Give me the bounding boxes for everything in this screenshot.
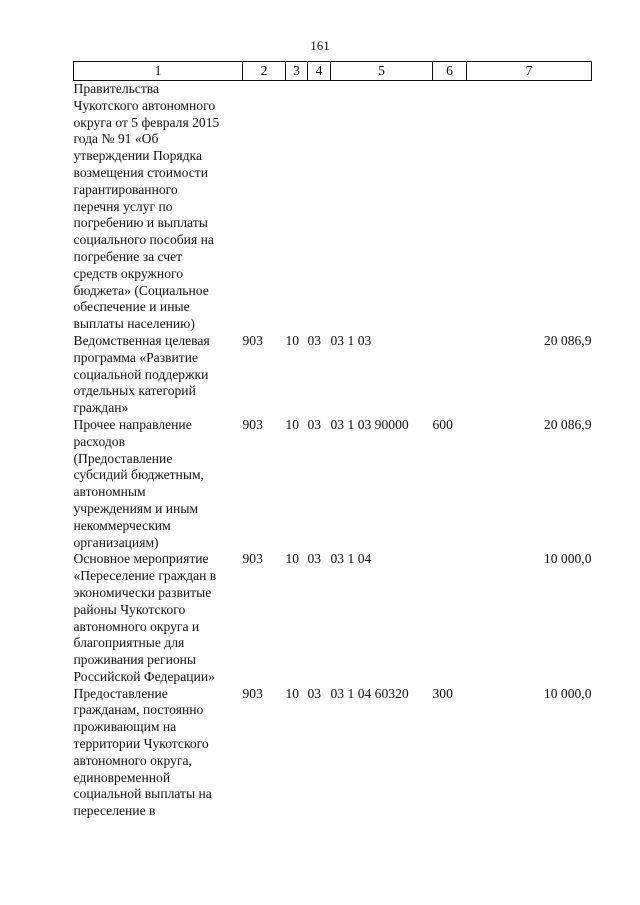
- row-vr: [433, 333, 467, 417]
- header-col-4: 4: [308, 62, 331, 81]
- table-row: [74, 81, 592, 333]
- row-csr: 03 1 04: [330, 551, 372, 567]
- row-grbs: 903: [242, 551, 263, 567]
- row-rz: 10: [285, 551, 300, 567]
- row-grbs: 903: [242, 685, 263, 701]
- header-col-6: 6: [433, 62, 467, 81]
- row-rz: 10: [285, 416, 300, 432]
- row-grbs: 903: [242, 332, 263, 348]
- row-name: Основное мероприятие «Переселение граждан в экономически развитые районы Чукотского автономного округа и благоприятные для проживания регионы Российской Федерации»: [73, 551, 217, 684]
- row-grbs: 903: [242, 416, 263, 432]
- row-sum: 20 086,9: [543, 332, 592, 348]
- row-sum: 20 086,9: [543, 416, 592, 432]
- row-vr: [433, 551, 467, 685]
- row-rz: 10: [285, 685, 300, 701]
- row-name: Ведомственная целевая программа «Развитие социальной поддержки отдельных категорий граждан»: [73, 332, 210, 416]
- header-row: [74, 62, 592, 81]
- header-col-3: 3: [286, 62, 308, 81]
- table-row: [74, 333, 592, 417]
- header-col-5: 5: [331, 62, 433, 81]
- row-name: Предоставление гражданам, постоянно проживающим на территории Чукотского автономного округа, единовременной социальной выплаты на переселение в: [73, 685, 212, 819]
- header-col-1: 1: [74, 62, 243, 81]
- row-pr: [308, 81, 331, 333]
- row-pr: 03: [307, 416, 322, 432]
- row-pr: 03: [307, 332, 322, 348]
- table-row: [74, 686, 592, 820]
- row-name: Прочее направление расходов (Предоставление субсидий бюджетным, автономным учреждениям и иным некоммерческим организациям): [73, 416, 204, 550]
- page-number: 161: [310, 38, 330, 53]
- table-row: [74, 551, 592, 685]
- budget-table: [73, 61, 592, 820]
- row-pr: 03: [307, 551, 322, 567]
- header-col-2: 2: [243, 62, 286, 81]
- row-csr: 03 1 03 90000: [330, 416, 409, 432]
- header-col-7: 7: [467, 62, 592, 81]
- row-csr: 03 1 04 60320: [330, 685, 409, 701]
- row-name: Правительства Чукотского автономного округа от 5 февраля 2015 года № 91 «Об утверждении Порядка возмещения стоимости гарантированного перечня услуг по погребению и выплаты социального пособия на погребение за счет средств окружного бюджета» (Социальное обеспечение и иные выплаты населению): [73, 81, 220, 332]
- row-pr: 03: [307, 685, 322, 701]
- row-sum: 10 000,0: [543, 551, 592, 567]
- row-sum: [467, 81, 592, 333]
- row-vr: 300: [432, 685, 453, 701]
- row-rz: [286, 81, 308, 333]
- row-vr: 600: [432, 416, 453, 432]
- row-vr: [433, 81, 467, 333]
- row-csr: [331, 81, 433, 333]
- row-grbs: [243, 81, 286, 333]
- row-sum: 10 000,0: [543, 685, 592, 701]
- table-row: [74, 417, 592, 551]
- row-rz: 10: [285, 332, 300, 348]
- row-csr: 03 1 03: [330, 332, 372, 348]
